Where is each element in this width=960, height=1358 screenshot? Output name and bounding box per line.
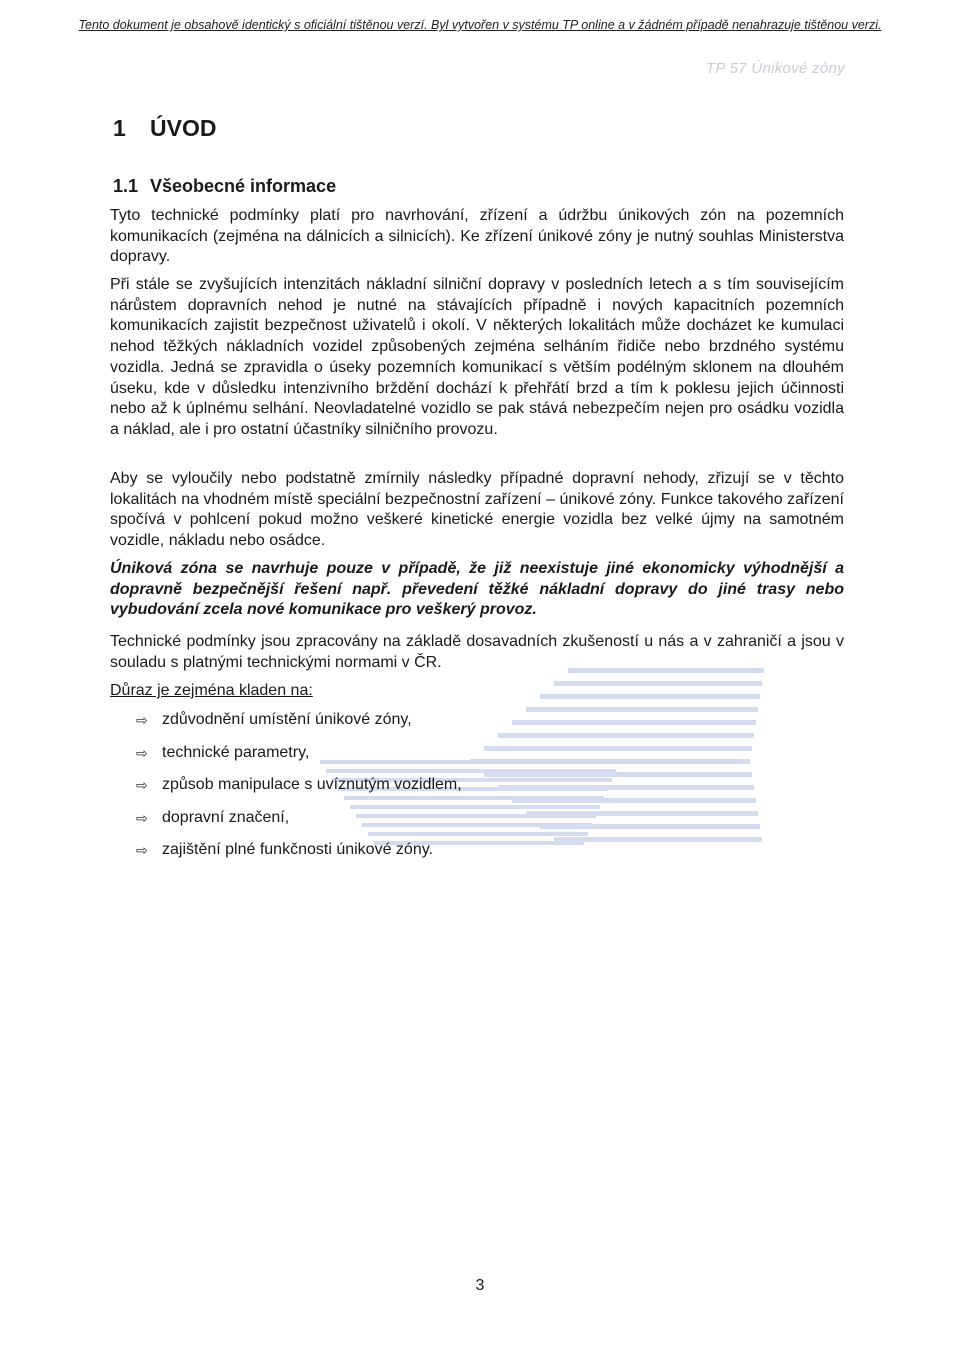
running-header: TP 57 Únikové zóny — [705, 60, 845, 77]
watermark-stripe — [540, 694, 760, 699]
page-number: 3 — [475, 1277, 485, 1294]
emphasis-label: Důraz je zejména kladen na: — [110, 682, 313, 699]
disclaimer-line: Tento dokument je obsahově identický s oficiální tištěnou verzí. Byl vytvořen v systému TP online a v žádném případě nenahrazuje tištěnou verzi. — [78, 18, 882, 32]
watermark-stripe — [484, 746, 752, 751]
watermark-stripe — [554, 837, 762, 842]
section-title: Všeobecné informace — [150, 176, 337, 196]
right-arrow-outline-icon: ⇨ — [136, 777, 148, 793]
chapter-number: 1 — [113, 115, 126, 141]
chapter-title: ÚVOD — [150, 115, 217, 141]
watermark-stripe — [498, 733, 754, 738]
list-item — [136, 710, 462, 743]
list-item-text: technické parametry, — [162, 743, 310, 761]
right-arrow-outline-icon: ⇨ — [136, 842, 148, 858]
right-arrow-outline-icon: ⇨ — [136, 744, 148, 761]
watermark-stripe — [512, 720, 756, 725]
list-item-text: zdůvodnění umístění únikové zóny, — [162, 711, 412, 728]
chapter-heading — [113, 115, 216, 142]
watermark-stripe — [526, 707, 758, 712]
emphasized-paragraph: Úniková zóna se navrhuje pouze v případě, že již neexistuje jiné ekonomicky výhodnější a dopravně bezpečnější řešení např. převedení těžké nákladní dopravy do jiné trasy nebo vybudování zcela nové komunikace pro veškerý provoz. — [110, 560, 844, 619]
section-number: 1.1 — [113, 176, 139, 196]
list-item-text: zajištění plné funkčnosti únikové zóny. — [162, 841, 433, 858]
list-item-text: způsob manipulace s uvíznutým vozidlem, — [162, 776, 462, 793]
list-item — [136, 743, 462, 776]
list-item — [136, 840, 462, 873]
paragraph: Tyto technické podmínky platí pro navrhování, zřízení a údržbu únikových zón na pozemních komunikacích (zejména na dálnicích a silnicích). Ke zřízení únikové zóny je nutný souhlas Ministerstva dopravy. — [110, 207, 844, 266]
paragraph: Technické podmínky jsou zpracovány na základě dosavadních zkušeností u nás a v zahraničí a jsou v souladu s platnými technickými normami v ČR. — [110, 633, 844, 671]
watermark-stripe — [554, 681, 762, 686]
paragraph: Při stále se zvyšujících intenzitách nákladní silniční dopravy v posledních letech a s tím souvisejícím nárůstem dopravních nehod je nutné na stávajících případně i nových kapacitních pozemních komunikacích zajistit bezpečnost uživatelů i okolí. V některých lokalitách může docházet ke kumulaci nehod těžkých nákladních vozidel způsobených zejména selháním řidiče nebo brzdného systému vozidla. Jedná se zpravidla o úseky pozemních komunikací s větším podélným sklonem na dlouhém úseku, kde v důsledku intenzivního brždění dochází k přehřátí brzd a tím k poklesu jejich účinnosti nebo až k úplnému selhání. Neovladatelné vozidlo se pak stává nebezpečím nejen pro osádku vozidla a náklad, ale i pro ostatní účastníky silničního provozu. — [110, 276, 844, 438]
right-arrow-outline-icon: ⇨ — [136, 712, 148, 728]
list-item-text: dopravní značení, — [162, 808, 290, 826]
section-heading — [113, 176, 336, 197]
list-item — [136, 808, 462, 841]
bullet-list — [136, 710, 462, 873]
paragraph: Aby se vyloučily nebo podstatně zmírnily následky případné dopravní nehody, zřizují se v těchto lokalitách na vhodném místě speciální bezpečnostní zařízení – únikové zóny. Funkce takového zařízení spočívá v pohlcení pokud možno veškeré kinetické energie vozidla bez velké újmy na samotném vozidle, nákladu nebo osádce. — [110, 470, 844, 550]
right-arrow-outline-icon: ⇨ — [136, 809, 148, 826]
list-item — [136, 775, 462, 808]
